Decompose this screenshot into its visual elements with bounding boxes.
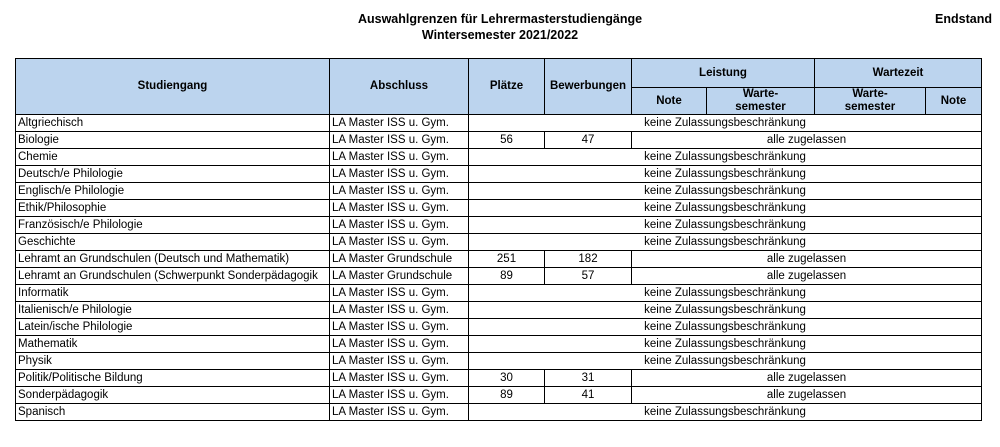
cell-status: keine Zulassungsbeschränkung (469, 319, 982, 336)
table-row (16, 285, 982, 302)
header-plaetze: Plätze (469, 59, 545, 115)
cell-status: keine Zulassungsbeschränkung (469, 115, 982, 132)
cell-abschluss: LA Master ISS u. Gym. (330, 166, 469, 183)
cell-studiengang: Lehramt an Grundschulen (Deutsch und Mathematik) (16, 251, 330, 268)
cell-abschluss: LA Master ISS u. Gym. (330, 353, 469, 370)
cell-status: alle zugelassen (632, 370, 982, 387)
cell-abschluss: LA Master ISS u. Gym. (330, 404, 469, 421)
cell-status: keine Zulassungsbeschränkung (469, 302, 982, 319)
cell-status: keine Zulassungsbeschränkung (469, 149, 982, 166)
table-row (16, 200, 982, 217)
cell-studiengang: Spanisch (16, 404, 330, 421)
cell-studiengang: Englisch/e Philologie (16, 183, 330, 200)
cell-plaetze: 89 (469, 268, 545, 285)
table-row (16, 132, 982, 149)
cell-abschluss: LA Master ISS u. Gym. (330, 387, 469, 404)
cell-status: keine Zulassungsbeschränkung (469, 404, 982, 421)
cell-status: keine Zulassungsbeschränkung (469, 234, 982, 251)
table-row (16, 353, 982, 370)
table-row (16, 217, 982, 234)
table-body (16, 115, 982, 421)
header-abschluss: Abschluss (330, 59, 469, 115)
document-title (0, 11, 1000, 43)
cell-abschluss: LA Master ISS u. Gym. (330, 183, 469, 200)
cell-abschluss: LA Master ISS u. Gym. (330, 234, 469, 251)
cell-plaetze: 251 (469, 251, 545, 268)
cell-bewerbungen: 182 (545, 251, 632, 268)
header-studiengang: Studiengang (16, 59, 330, 115)
cell-studiengang: Latein/ische Philologie (16, 319, 330, 336)
cell-abschluss: LA Master ISS u. Gym. (330, 132, 469, 149)
status-label: Endstand (935, 12, 992, 26)
header-wartezeit-wartesemester-line1: Warte- (852, 88, 888, 100)
cell-status: keine Zulassungsbeschränkung (469, 336, 982, 353)
table-row (16, 404, 982, 421)
table-row (16, 166, 982, 183)
cell-abschluss: LA Master ISS u. Gym. (330, 302, 469, 319)
cell-bewerbungen: 41 (545, 387, 632, 404)
title-line-1: Auswahlgrenzen für Lehrermasterstudiengänge (357, 12, 643, 26)
cell-plaetze: 56 (469, 132, 545, 149)
cell-studiengang: Informatik (16, 285, 330, 302)
cell-bewerbungen: 31 (545, 370, 632, 387)
table-row (16, 268, 982, 285)
cell-abschluss: LA Master ISS u. Gym. (330, 115, 469, 132)
header-leistung-wartesemester-line2: semester (735, 101, 786, 113)
cell-plaetze: 89 (469, 387, 545, 404)
table-row (16, 336, 982, 353)
header-bewerbungen: Bewerbungen (545, 59, 632, 115)
cell-studiengang: Politik/Politische Bildung (16, 370, 330, 387)
cell-status: keine Zulassungsbeschränkung (469, 183, 982, 200)
header-wartezeit-note: Note (926, 88, 982, 115)
cell-studiengang: Französisch/e Philologie (16, 217, 330, 234)
cell-studiengang: Ethik/Philosophie (16, 200, 330, 217)
cell-abschluss: LA Master ISS u. Gym. (330, 200, 469, 217)
cell-abschluss: LA Master ISS u. Gym. (330, 149, 469, 166)
header-wartezeit-wartesemester (815, 88, 926, 115)
cell-studiengang: Biologie (16, 132, 330, 149)
cell-status: keine Zulassungsbeschränkung (469, 285, 982, 302)
table-row (16, 115, 982, 132)
cell-abschluss: LA Master ISS u. Gym. (330, 319, 469, 336)
cell-studiengang: Italienisch/e Philologie (16, 302, 330, 319)
cell-studiengang: Physik (16, 353, 330, 370)
table-row (16, 251, 982, 268)
cell-abschluss: LA Master ISS u. Gym. (330, 217, 469, 234)
header-leistung-wartesemester (707, 88, 815, 115)
cell-status: keine Zulassungsbeschränkung (469, 217, 982, 234)
header-wartezeit-wartesemester-line2: semester (844, 101, 896, 113)
cell-studiengang: Mathematik (16, 336, 330, 353)
header-leistung: Leistung (632, 59, 815, 88)
cell-abschluss: LA Master ISS u. Gym. (330, 370, 469, 387)
table-row (16, 387, 982, 404)
cell-status: keine Zulassungsbeschränkung (469, 353, 982, 370)
table-row (16, 370, 982, 387)
table-row (16, 302, 982, 319)
cell-studiengang: Lehramt an Grundschulen (Schwerpunkt Sonderpädagogik (16, 268, 330, 285)
cell-bewerbungen: 57 (545, 268, 632, 285)
cell-studiengang: Sonderpädagogik (16, 387, 330, 404)
cell-abschluss: LA Master ISS u. Gym. (330, 285, 469, 302)
cell-studiengang: Deutsch/e Philologie (16, 166, 330, 183)
header-wartezeit: Wartezeit (815, 59, 982, 88)
cell-status: alle zugelassen (632, 132, 982, 149)
selection-limits-table (15, 58, 982, 421)
header-leistung-note: Note (632, 88, 707, 115)
title-line-2: Wintersemester 2021/2022 (421, 28, 579, 42)
header-leistung-wartesemester-line1: Warte- (742, 88, 779, 100)
cell-studiengang: Chemie (16, 149, 330, 166)
cell-bewerbungen: 47 (545, 132, 632, 149)
cell-abschluss: LA Master ISS u. Gym. (330, 336, 469, 353)
cell-status: keine Zulassungsbeschränkung (469, 166, 982, 183)
cell-status: alle zugelassen (632, 251, 982, 268)
cell-plaetze: 30 (469, 370, 545, 387)
cell-abschluss: LA Master Grundschule (330, 251, 469, 268)
cell-status: alle zugelassen (632, 268, 982, 285)
cell-status: alle zugelassen (632, 387, 982, 404)
cell-studiengang: Geschichte (16, 234, 330, 251)
cell-abschluss: LA Master Grundschule (330, 268, 469, 285)
cell-status: keine Zulassungsbeschränkung (469, 200, 982, 217)
table-row (16, 234, 982, 251)
table-row (16, 319, 982, 336)
table-row (16, 183, 982, 200)
table-row (16, 149, 982, 166)
cell-studiengang: Altgriechisch (16, 115, 330, 132)
